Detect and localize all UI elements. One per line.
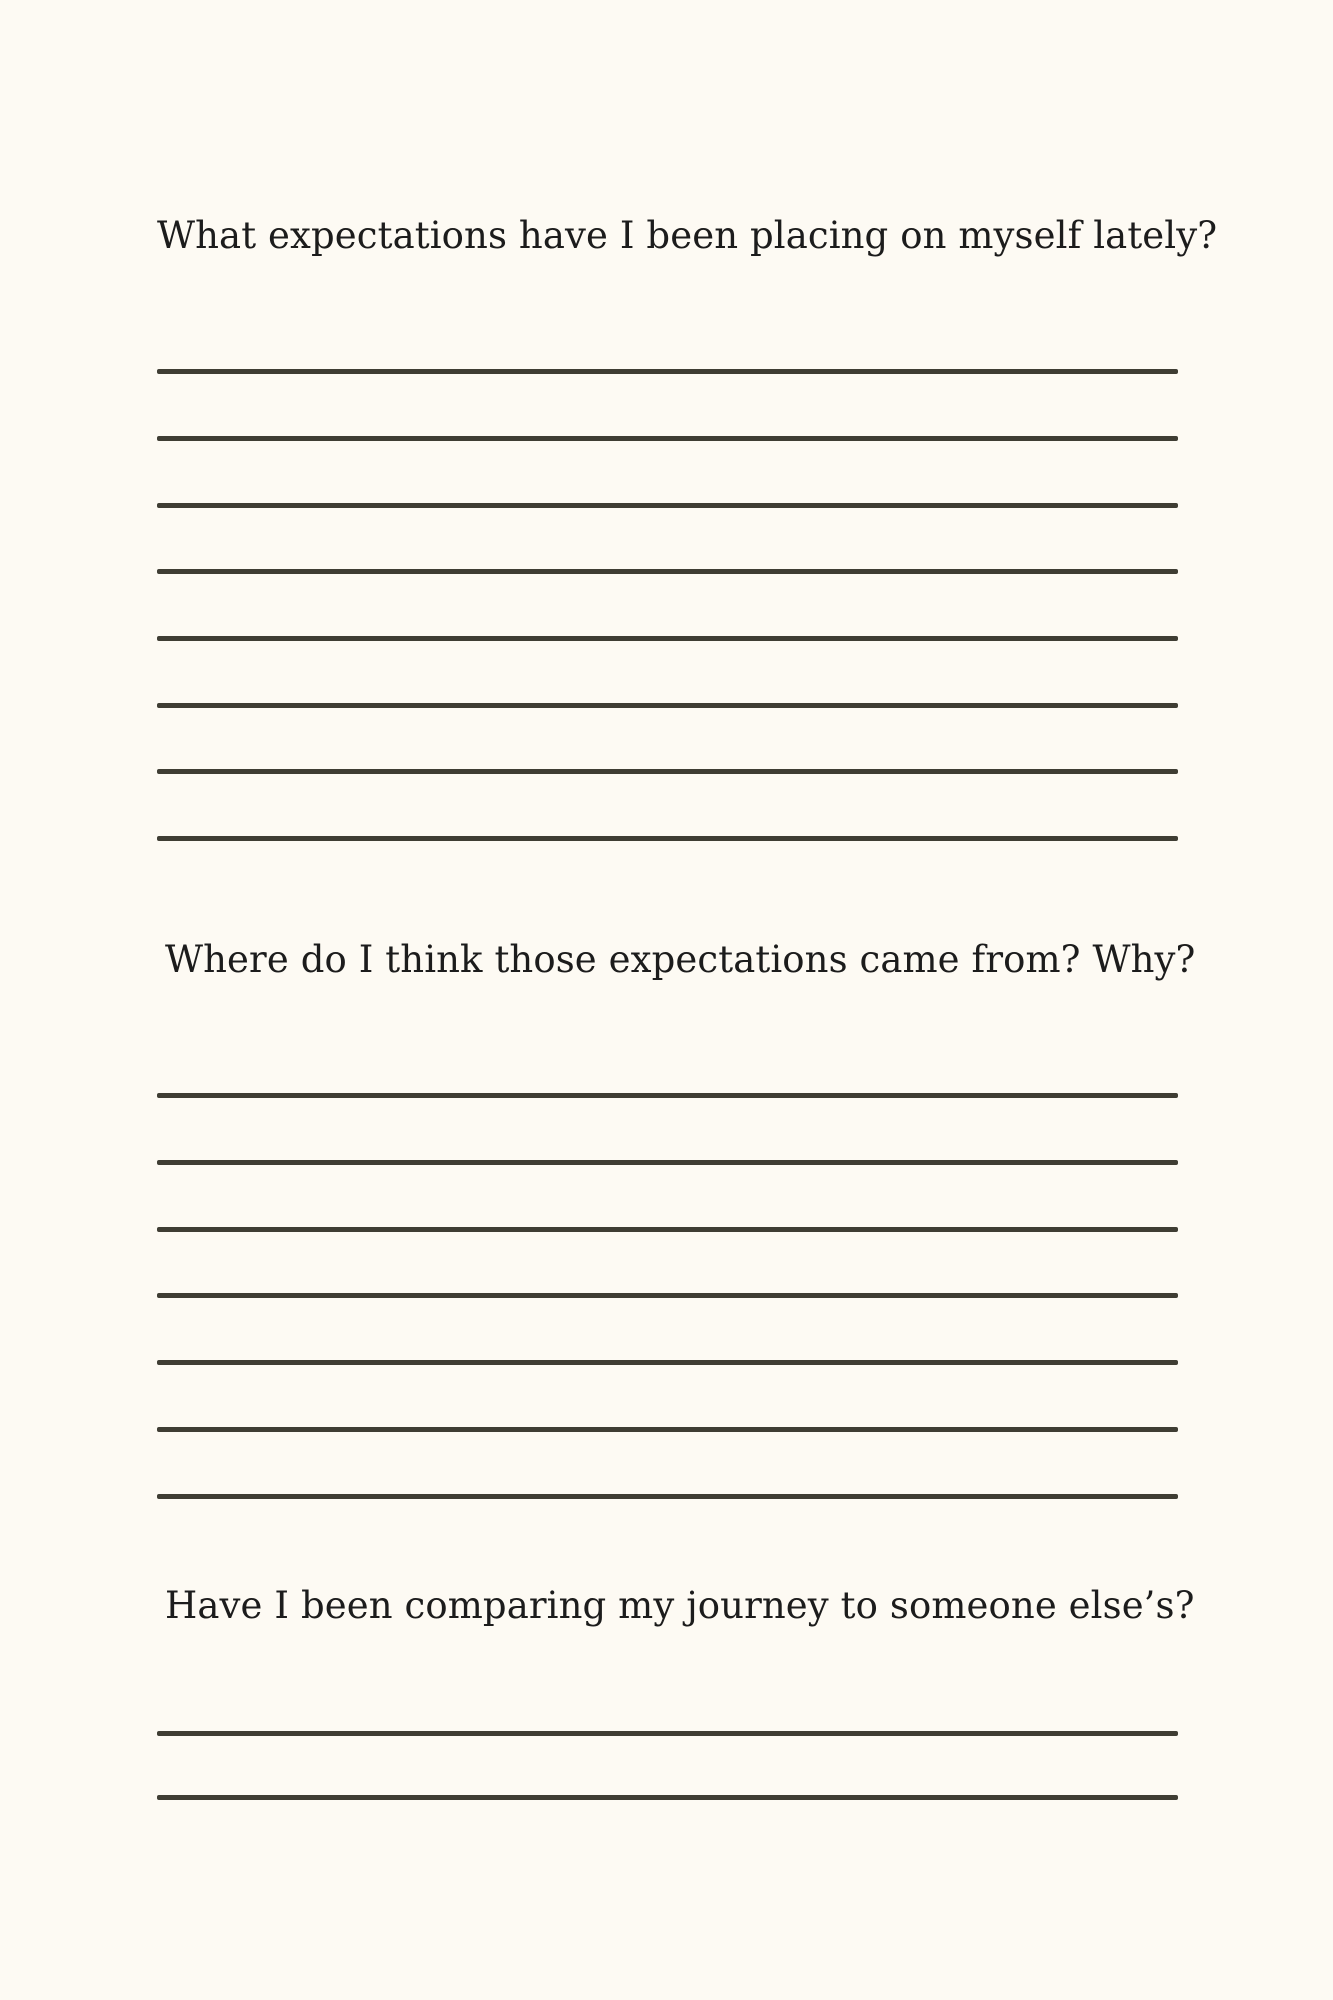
writing-line[interactable]: [157, 769, 1178, 774]
writing-line[interactable]: [157, 1731, 1178, 1736]
writing-line[interactable]: [157, 1160, 1178, 1165]
writing-line[interactable]: [157, 503, 1178, 508]
writing-line[interactable]: [157, 1293, 1178, 1298]
writing-line[interactable]: [157, 1227, 1178, 1232]
writing-line[interactable]: [157, 1093, 1178, 1098]
writing-line[interactable]: [157, 1494, 1178, 1499]
writing-line[interactable]: [157, 703, 1178, 708]
prompt-2-text: Where do I think those expectations came from? Why?: [165, 938, 1196, 981]
prompt-3-text: Have I been comparing my journey to someone else’s?: [165, 1584, 1195, 1627]
writing-line[interactable]: [157, 636, 1178, 641]
writing-line[interactable]: [157, 836, 1178, 841]
writing-line[interactable]: [157, 1360, 1178, 1365]
writing-line[interactable]: [157, 1427, 1178, 1432]
writing-line[interactable]: [157, 369, 1178, 374]
writing-line[interactable]: [157, 569, 1178, 574]
prompt-1-text: What expectations have I been placing on myself lately?: [157, 214, 1218, 257]
writing-line[interactable]: [157, 436, 1178, 441]
writing-line[interactable]: [157, 1795, 1178, 1800]
